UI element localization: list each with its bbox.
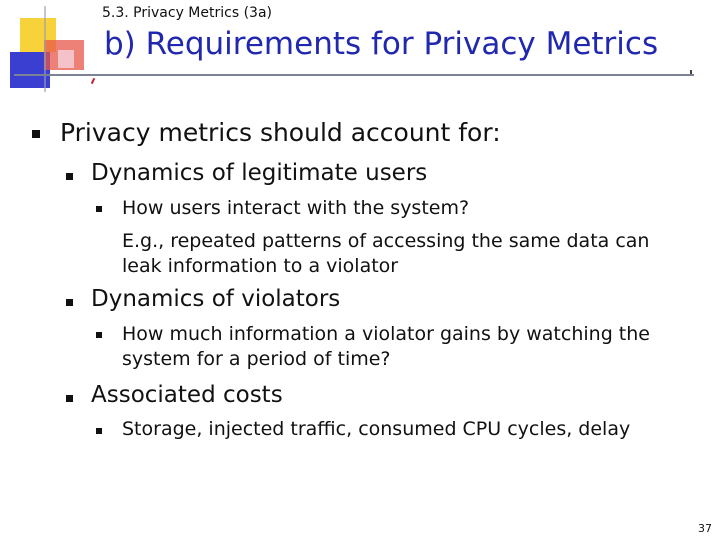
item-detail: Storage, injected traffic, consumed CPU cycles, delay bbox=[122, 418, 631, 440]
slide-title: b) Requirements for Privacy Metrics bbox=[104, 26, 659, 62]
underline-tick-right bbox=[690, 70, 692, 74]
item-heading: Dynamics of violators bbox=[91, 286, 341, 312]
page-number: 37 bbox=[698, 522, 712, 535]
slide-logo bbox=[0, 0, 100, 95]
logo-pink-square bbox=[58, 50, 74, 68]
item-detail: E.g., repeated patterns of accessing the same data can bbox=[122, 230, 650, 252]
bullet-level2 bbox=[66, 173, 73, 180]
section-subtitle: 5.3. Privacy Metrics (3a) bbox=[102, 5, 272, 21]
bullet-level1 bbox=[32, 130, 40, 138]
item-detail: leak information to a violator bbox=[122, 255, 399, 277]
bullet-level2 bbox=[66, 395, 73, 402]
bullet-level3 bbox=[96, 206, 102, 212]
item-detail: How users interact with the system? bbox=[122, 197, 470, 219]
bullet-level3 bbox=[96, 428, 102, 434]
item-heading: Dynamics of legitimate users bbox=[91, 160, 428, 186]
title-underline bbox=[14, 74, 694, 76]
item-heading: Associated costs bbox=[91, 382, 283, 408]
main-bullet-text: Privacy metrics should account for: bbox=[60, 118, 501, 147]
item-detail: system for a period of time? bbox=[122, 348, 391, 370]
bullet-level2 bbox=[66, 299, 73, 306]
bullet-level3 bbox=[96, 332, 102, 338]
logo-vertical-line bbox=[44, 6, 46, 92]
item-detail: How much information a violator gains by watching the bbox=[122, 323, 650, 345]
